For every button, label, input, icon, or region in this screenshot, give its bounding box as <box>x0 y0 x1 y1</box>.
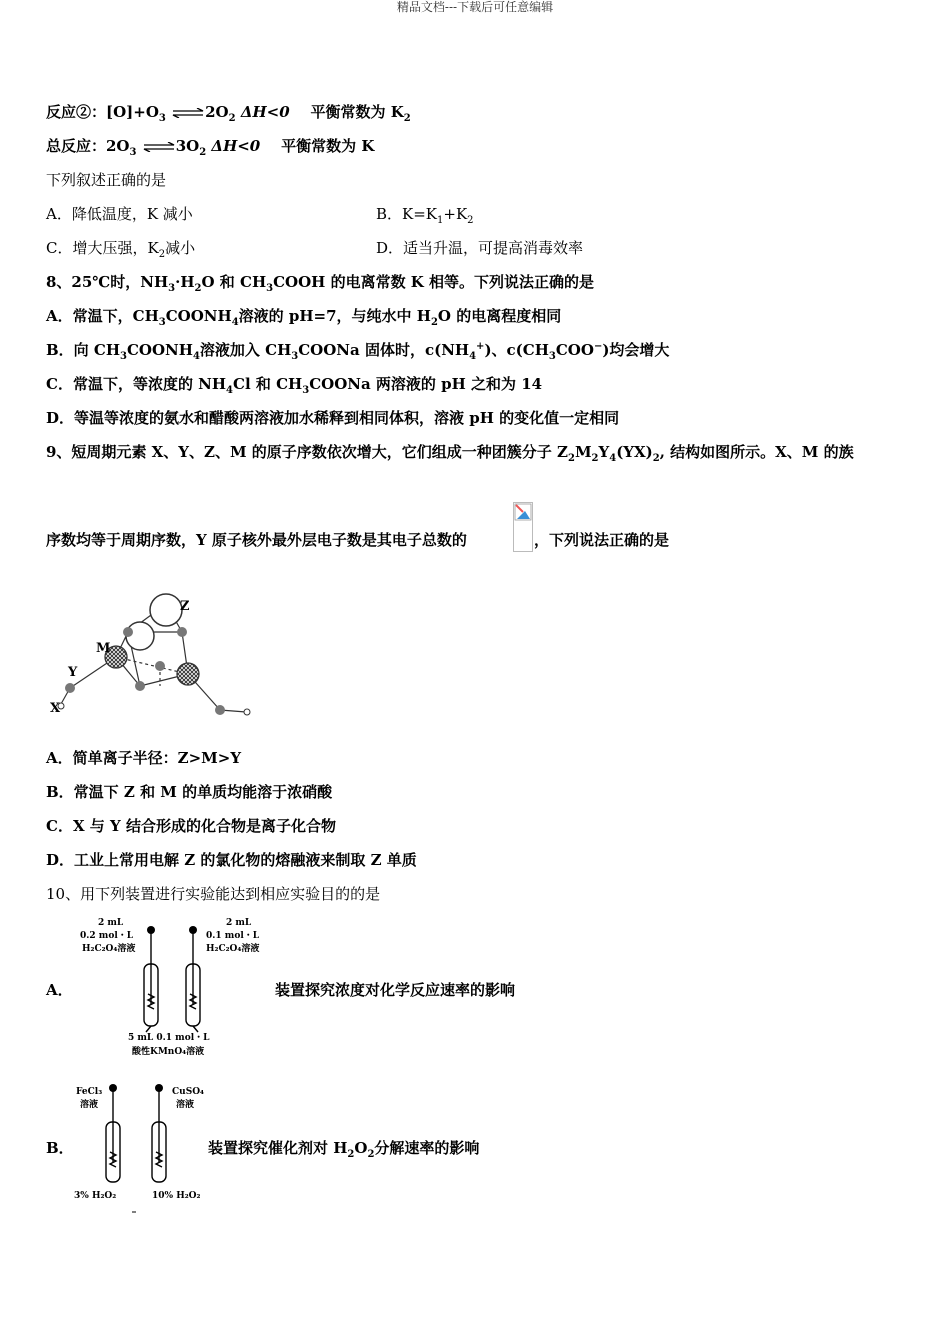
equilibrium-arrow-icon <box>142 142 176 152</box>
text: (YX) <box>616 443 653 461</box>
q9-option-c: C．X 与 Y 结合形成的化合物是离子化合物 <box>46 817 336 835</box>
label: 溶液 <box>176 1100 195 1110</box>
q7-option-c <box>46 238 195 258</box>
q8-option-b <box>46 340 669 360</box>
label: 2 mL <box>226 918 252 928</box>
sub: 3 <box>291 351 299 362</box>
sub: 2 <box>347 1149 355 1160</box>
sub: 4 <box>192 351 200 362</box>
text: )、c(CH <box>484 341 549 359</box>
sub: 2 <box>591 453 599 464</box>
sub: 4 <box>469 351 477 362</box>
text: COO <box>555 341 594 359</box>
label-y: Y <box>68 665 78 680</box>
label: FeCl₃ <box>76 1087 103 1097</box>
delta-h: ΔH<0 <box>206 137 261 155</box>
delta-h: ΔH<0 <box>235 103 290 121</box>
label: H₂C₂O₄溶液 <box>206 944 260 954</box>
text: B．K=K <box>376 205 438 223</box>
atom-y <box>177 627 187 637</box>
text: COONa 两溶液的 pH 之和为 14 <box>309 375 543 393</box>
text: 减小 <box>165 239 196 257</box>
atom-x <box>244 709 250 715</box>
text: M <box>574 443 592 461</box>
text: 装置探究催化剂对 H <box>208 1139 348 1157</box>
atom-m-right <box>177 663 199 685</box>
text: C．常温下，等浓度的 NH <box>46 375 227 393</box>
text: COONH <box>165 307 232 325</box>
reaction-2-line <box>46 102 411 122</box>
sub: 2 <box>367 1149 375 1160</box>
text: COONH <box>126 341 193 359</box>
sub: 3 <box>168 283 176 294</box>
q10-option-b-label: B． <box>46 1139 74 1157</box>
sub: 3 <box>302 385 310 396</box>
label-z: Z <box>180 599 190 614</box>
label: 10% H₂O₂ <box>152 1191 201 1201</box>
q10-option-a-label: A． <box>46 981 73 999</box>
equilibrium-arrow-icon <box>171 108 205 118</box>
sub: 3 <box>548 351 556 362</box>
q9-option-b: B．常温下 Z 和 M 的单质均能溶于浓硝酸 <box>46 783 333 801</box>
text: O <box>354 1139 368 1157</box>
label-x: X <box>50 701 61 716</box>
text: O 和 CH <box>201 273 267 291</box>
equilibrium-constant: 平衡常数为 K <box>281 137 375 155</box>
q8-stem <box>46 272 594 292</box>
atom-z-top <box>150 594 182 626</box>
label: 0.1 mol・L <box>206 931 260 941</box>
equilibrium-constant: 平衡常数为 K <box>310 103 404 121</box>
cluster-molecule-diagram <box>48 592 258 722</box>
q9-stem-line2 <box>46 530 467 550</box>
sub: 3 <box>158 317 166 328</box>
atom-y <box>155 661 165 671</box>
sub: 2 <box>430 317 438 328</box>
label: 3% H₂O₂ <box>74 1191 117 1201</box>
text: Y <box>598 443 610 461</box>
atom-y <box>215 705 225 715</box>
text: COONa 固体时，c(NH <box>298 341 470 359</box>
total-reaction-product: 3O <box>175 137 200 155</box>
sub: 1 <box>437 215 444 226</box>
atom-y <box>65 683 75 693</box>
q10-option-b-text <box>208 1138 479 1158</box>
q10-apparatus-a <box>76 914 276 1064</box>
label: 0.2 mol・L <box>80 931 134 941</box>
q9-stem-line1 <box>46 442 854 462</box>
text: 序数均等于周期序数，Y 原子核外最外层电子数是其电子总数的 <box>46 531 467 549</box>
sup: − <box>593 341 603 352</box>
sub: 2 <box>194 283 202 294</box>
label: 5 mL 0.1 mol・L <box>128 1033 210 1043</box>
q8-option-c <box>46 374 542 394</box>
reaction-2-text: 反应②：[O]+O <box>46 103 159 121</box>
text: 分解速率的影响 <box>374 1139 480 1157</box>
label: 溶液 <box>80 1100 99 1110</box>
sub: 3 <box>158 113 166 124</box>
text: 8、25℃时，NH <box>46 273 169 291</box>
sub: 3 <box>129 147 137 158</box>
text: O 的电离程度相同 <box>437 307 562 325</box>
q8-option-a <box>46 306 561 326</box>
broken-image-icon <box>513 502 533 556</box>
label: 2 mL <box>98 918 124 928</box>
sub: 2 <box>228 113 236 124</box>
sub: 2 <box>567 453 575 464</box>
label-m: M <box>96 641 111 656</box>
atom-y <box>135 681 145 691</box>
q7-option-a: A．降低温度，K 减小 <box>46 205 193 223</box>
text: 9、短周期元素 X、Y、Z、M 的原子序数依次增大，它们组成一种团簇分子 Z <box>46 443 568 461</box>
sub: 4 <box>226 385 234 396</box>
page-header: 精品文档---下载后可任意编辑 <box>396 0 554 14</box>
q10-apparatus-b <box>72 1082 212 1216</box>
q10-stem: 10、用下列装置进行实验能达到相应实验目的的是 <box>46 885 381 903</box>
q7-option-d: D．适当升温，可提高消毒效率 <box>376 239 584 257</box>
sub: 2 <box>199 147 207 158</box>
sub: 3 <box>266 283 274 294</box>
sub: 4 <box>231 317 239 328</box>
text: B．向 CH <box>46 341 121 359</box>
q8-option-d: D．等温等浓度的氨水和醋酸两溶液加水稀释到相同体积，溶液 pH 的变化值一定相同 <box>46 409 620 427</box>
label: 酸性KMnO₄溶液 <box>132 1047 205 1057</box>
q9-option-d: D．工业上常用电解 Z 的氯化物的熔融液来制取 Z 单质 <box>46 851 417 869</box>
total-reaction-line <box>46 136 374 156</box>
text: )均会增大 <box>602 341 670 359</box>
reaction-2-product: 2O <box>205 103 229 121</box>
q9-stem-line2-end: ，下列说法正确的是 <box>534 531 670 549</box>
text: 溶液加入 CH <box>199 341 292 359</box>
q7-option-b <box>376 204 474 224</box>
q7-stem: 下列叙述正确的是 <box>46 171 167 189</box>
text: +K <box>443 205 468 223</box>
label: CuSO₄ <box>172 1087 204 1097</box>
q7-options-ab <box>46 204 193 224</box>
sub: 2 <box>403 113 411 124</box>
text: Cl 和 CH <box>233 375 303 393</box>
label: H₂C₂O₄溶液 <box>82 944 136 954</box>
sup: + <box>476 341 485 352</box>
text: , 结构如图所示。X、M 的族 <box>659 443 854 461</box>
sub: 2 <box>467 215 474 226</box>
sub: 2 <box>158 249 166 260</box>
text: COOH 的电离常数 K 相等。下列说法正确的是 <box>273 273 595 291</box>
sub: 3 <box>120 351 127 362</box>
text: 溶液的 pH=7，与纯水中 H <box>238 307 431 325</box>
q10-option-a-text: 装置探究浓度对化学反应速率的影响 <box>275 981 516 999</box>
atom-y <box>123 627 133 637</box>
text: ·H <box>175 273 195 291</box>
total-reaction-text: 总反应：2O <box>46 137 130 155</box>
text: C．增大压强，K <box>46 239 159 257</box>
text: A．常温下，CH <box>46 307 159 325</box>
sub: 2 <box>652 453 660 464</box>
sub: 4 <box>609 453 617 464</box>
q9-option-a: A．简单离子半径：Z>M>Y <box>46 749 242 767</box>
